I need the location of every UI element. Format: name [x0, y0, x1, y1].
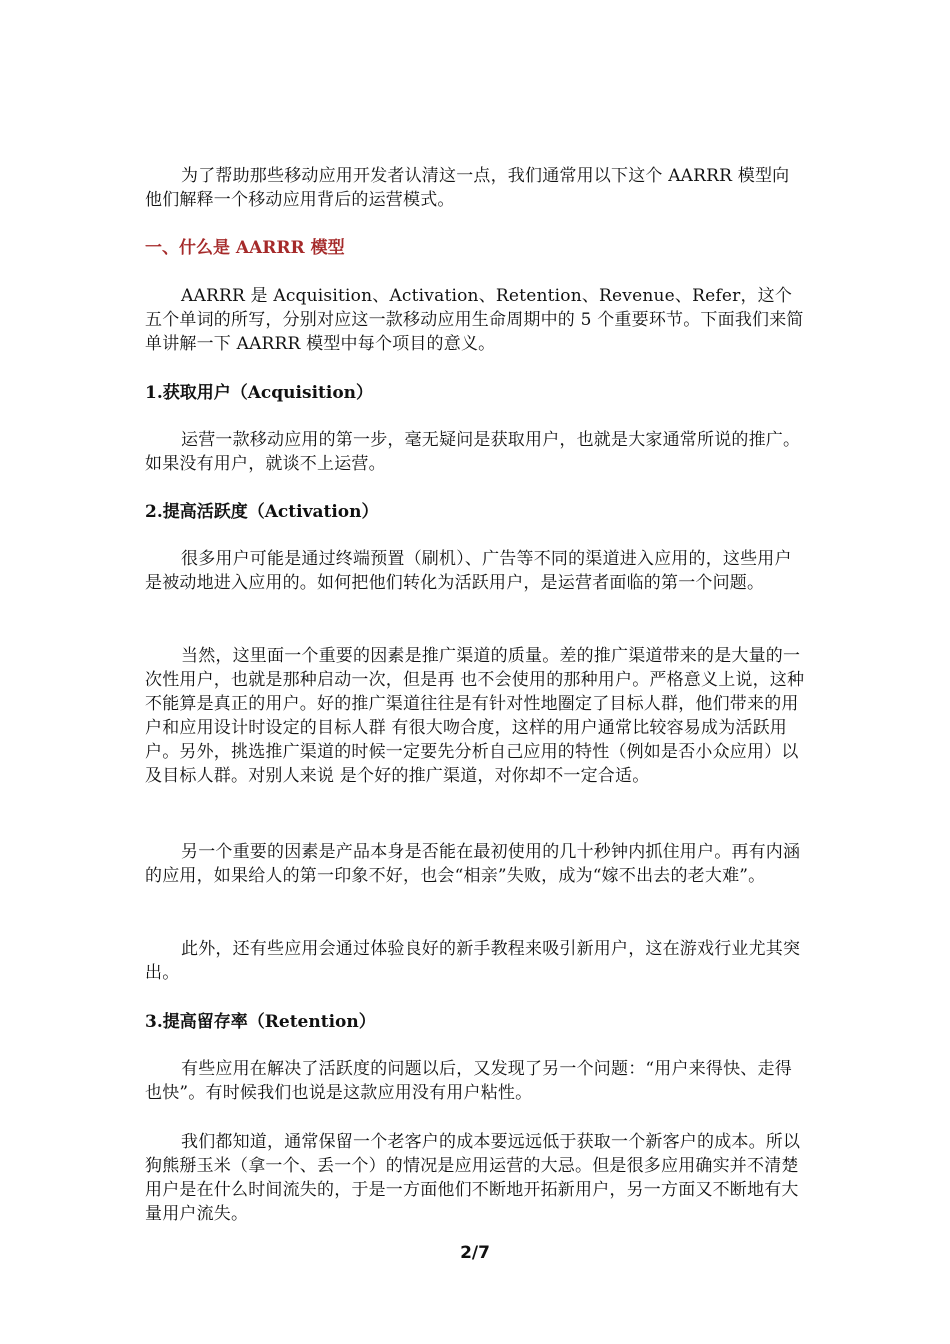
acquisition-paragraph: 运营一款移动应用的第一步，毫无疑问是获取用户，也就是大家通常所说的推广。如果没有用户，就谈不上运营。 — [145, 430, 801, 474]
activation-paragraph-4: 此外，还有些应用会通过体验良好的新手教程来吸引新用户，这在游戏行业尤其突出。 — [145, 939, 801, 983]
aarrr-definition-paragraph: AARRR 是 Acquisition、Activation、Retention、Revenue、Refer，这个五个单词的所写，分别对应这一款移动应用生命周期中的 5 个重要环节。下面我们来简单讲解一下 AARRR 模型中每个项目的意义。 — [145, 286, 804, 354]
section-heading-aarrr: 一、什么是 AARRR 模型 — [145, 238, 345, 258]
activation-paragraph-3: 另一个重要的因素是产品本身是否能在最初使用的几十秒钟内抓住用户。再有内涵的应用，如果给人的第一印象不好，也会“相亲”失败，成为“嫁不出去的老大难”。 — [145, 842, 801, 886]
activation-paragraph-2: 当然，这里面一个重要的因素是推广渠道的质量。差的推广渠道带来的是大量的一次性用户，也就是那种启动一次，但是再 也不会使用的那种用户。严格意义上说，这种不能算是真正的用户。好的推广渠道往往是有针对性地圈定了目标人群，他们带来的用户和应用设计时设定的目标人群 有很大吻合度，这样的用户通常比较容易成为活跃用户。另外，挑选推广渠道的时候一定要先分析自己应用的特性（例如是否小众应用）以及目标人群。对别人来说 是个好的推广渠道，对你却不一定合适。 — [145, 646, 805, 786]
subheading-retention: 3.提高留存率（Retention） — [145, 1012, 376, 1032]
page-number: 2/7 — [460, 1243, 490, 1263]
retention-paragraph-2: 我们都知道，通常保留一个老客户的成本要远远低于获取一个新客户的成本。所以狗熊掰玉米（拿一个、丢一个）的情况是应用运营的大忌。但是很多应用确实并不清楚用户是在什么时间流失的，于是一方面他们不断地开拓新用户，另一方面又不断地有大量用户流失。 — [145, 1132, 801, 1224]
retention-paragraph-1: 有些应用在解决了活跃度的问题以后，又发现了另一个问题：“用户来得快、走得也快”。有时候我们也说是这款应用没有用户粘性。 — [145, 1059, 792, 1103]
intro-paragraph: 为了帮助那些移动应用开发者认清这一点，我们通常用以下这个 AARRR 模型向他们解释一个移动应用背后的运营模式。 — [145, 166, 790, 210]
subheading-acquisition: 1.获取用户（Acquisition） — [145, 383, 374, 403]
activation-paragraph-1: 很多用户可能是通过终端预置（刷机）、广告等不同的渠道进入应用的，这些用户是被动地进入应用的。如何把他们转化为活跃用户，是运营者面临的第一个问题。 — [145, 549, 792, 593]
subheading-activation: 2.提高活跃度（Activation） — [145, 502, 379, 522]
